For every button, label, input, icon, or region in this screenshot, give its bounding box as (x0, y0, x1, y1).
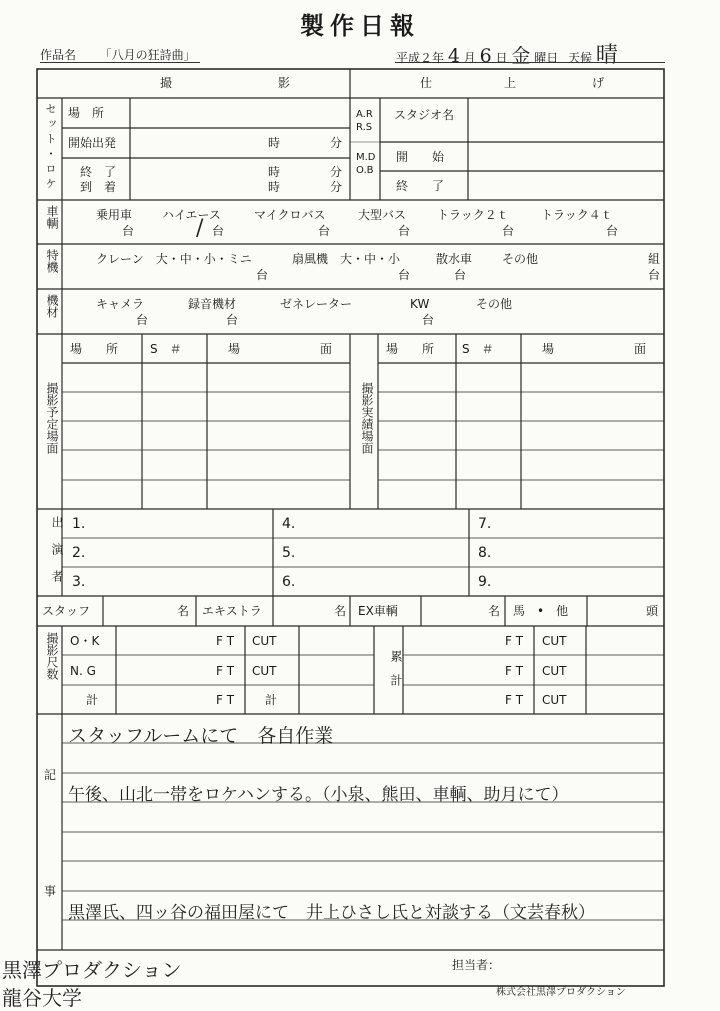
studio-label: スタジオ名 (394, 108, 455, 122)
actual-scenes-label: 撮影実績場面 (360, 382, 374, 454)
cast-no-9: 9. (478, 574, 492, 590)
total-cut-label: 計 (265, 693, 278, 707)
special-set-unit: 組 (648, 252, 661, 266)
depart-label: 開始出発 (68, 136, 117, 150)
vehicles-label: 車輌 (45, 205, 59, 229)
note-line-1: スタッフルームにて 各自作業 (68, 725, 334, 747)
finish-heading-3: げ (592, 76, 605, 90)
finish-label: 終 了 (80, 165, 117, 179)
end-label: 終 了 (396, 179, 445, 193)
extra-label: エキストラ (202, 604, 262, 618)
arrive-hour-label: 時 (268, 180, 281, 194)
vehicle-car-unit: 台 (122, 224, 135, 238)
arrive-label: 到 着 (80, 180, 117, 194)
weather-label: 天候 (568, 51, 593, 65)
cum-ng-cut: CUT (542, 664, 567, 678)
equipment-label: 機材 (45, 294, 59, 318)
total-label: 計 (86, 693, 99, 707)
crane-unit: 台 (256, 268, 269, 282)
actual-col-place: 場 所 (386, 342, 435, 356)
ex-car-label: EX車輌 (358, 604, 398, 618)
vehicle-truck4-unit: 台 (606, 224, 619, 238)
staff-label: スタッフ (42, 604, 91, 618)
vehicle-bus-unit: 台 (398, 224, 411, 238)
finish-min-label: 分 (330, 165, 343, 179)
planned-col-place: 場 所 (70, 342, 119, 356)
cast-no-8: 8. (478, 545, 492, 561)
ok-label: O・K (70, 634, 100, 648)
planned-scenes-label: 撮影予定場面 (45, 382, 59, 454)
cast-no-2: 2. (72, 545, 86, 561)
month-value: 4 (447, 45, 460, 67)
cum-ok-ft: F T (505, 634, 524, 648)
special-other-unit: 台 (648, 268, 661, 282)
ng-ft: F T (216, 664, 235, 678)
person-in-charge-label: 担当者： (452, 958, 501, 972)
special-other-label: その他 (502, 252, 539, 266)
actual-col-scene-2: 面 (634, 342, 647, 356)
set-loc-label: セット・ロケ (44, 103, 57, 193)
place-label: 場 所 (68, 106, 105, 120)
water-unit: 台 (454, 268, 467, 282)
ng-label: N. G (70, 664, 96, 678)
arrive-min-label: 分 (330, 180, 343, 194)
special-label: 特機 (45, 249, 59, 273)
md-label: M.D (356, 152, 376, 163)
equip-camera: キャメラ (96, 297, 145, 311)
finish-heading-1: 仕 (420, 76, 433, 90)
work-title: 「八月の狂詩曲」 (99, 48, 196, 62)
notes-label-2: 事 (44, 884, 57, 898)
start-label: 開 始 (396, 150, 445, 164)
ng-cut: CUT (252, 664, 277, 678)
era: 平成２年 (396, 51, 445, 65)
depart-min-label: 分 (330, 136, 343, 150)
water-truck-label: 散水車 (436, 252, 473, 266)
planned-col-s: S ＃ (150, 342, 182, 356)
watermark-line-1: 黒澤プロダクション (2, 958, 182, 982)
weekday-unit: 曜日 (534, 51, 559, 65)
cumulative-label: 累計 (389, 650, 403, 698)
cast-label: 出演者 (50, 516, 64, 597)
notes-label-1: 記 (44, 768, 57, 782)
vehicle-truck2-unit: 台 (502, 224, 515, 238)
weekday-value: 金 (511, 45, 531, 67)
cast-no-6: 6. (282, 574, 296, 590)
horse-label: 馬 • 他 (513, 604, 569, 618)
note-line-3: 黒澤氏、四ッ谷の福田屋にて 井上ひさし氏と対談する（文芸春秋） (68, 903, 595, 923)
cast-no-4: 4. (282, 516, 296, 532)
fan-label: 扇風機 大・中・小 (292, 252, 401, 266)
vehicle-hiace: ハイエース (162, 208, 221, 222)
cast-no-5: 5. (282, 545, 296, 561)
cum-ok-cut: CUT (542, 634, 567, 648)
crane-label: クレーン 大・中・小・ミニ (96, 252, 252, 266)
fan-unit: 台 (398, 268, 411, 282)
rs-label: R.S (356, 122, 373, 133)
equip-kw-unit: 台 (422, 313, 435, 327)
note-line-2: 午後、山北一帯をロケハンする。（小泉、熊田、車輌、助月にて） (68, 785, 569, 805)
equip-audio: 録音機材 (188, 297, 237, 311)
equip-kw: KW (410, 297, 430, 311)
finish-heading-2: 上 (504, 76, 517, 90)
actual-col-s: S ＃ (462, 342, 494, 356)
ex-car-unit: 名 (488, 604, 501, 618)
ok-cut: CUT (252, 634, 277, 648)
vehicle-microbus-unit: 台 (318, 224, 331, 238)
finish-hour-label: 時 (268, 165, 281, 179)
cum-ng-ft: F T (505, 664, 524, 678)
cast-no-3: 3. (72, 574, 86, 590)
vehicle-hiace-unit: 台 (212, 224, 225, 238)
equip-generator: ゼネレーター (280, 297, 353, 311)
cum-total-cut: CUT (542, 693, 567, 707)
cast-no-7: 7. (478, 516, 492, 532)
vehicle-microbus: マイクロバス (254, 208, 326, 222)
day-unit: 日 (495, 51, 508, 65)
footage-label: 撮影尺数 (45, 632, 59, 680)
form-title: 製作日報 (300, 11, 420, 40)
day-value: 6 (479, 45, 492, 67)
cast-no-1: 1. (72, 516, 86, 532)
actual-col-scene-1: 場 (542, 342, 555, 356)
ar-label: A.R (356, 109, 373, 120)
extra-unit: 名 (334, 604, 347, 618)
horse-unit: 頭 (646, 604, 659, 618)
work-label: 作品名 (40, 48, 77, 62)
equip-camera-unit: 台 (136, 313, 149, 327)
watermark-line-2: 龍谷大学 (2, 986, 82, 1010)
shoot-heading-2: 影 (278, 76, 291, 90)
vehicle-bus: 大型バス (358, 208, 407, 222)
ok-ft: F T (216, 634, 235, 648)
shoot-heading-1: 撮 (160, 76, 173, 90)
vehicle-truck2: トラック２ｔ (437, 208, 509, 222)
depart-hour-label: 時 (268, 136, 281, 150)
company-name: 株式会社黒澤プロダクション (496, 987, 626, 998)
total-ft: F T (216, 693, 235, 707)
cum-total-ft: F T (505, 693, 524, 707)
equip-other: その他 (476, 297, 513, 311)
vehicle-car: 乗用車 (96, 208, 133, 222)
vehicle-hiace-count: / (196, 216, 204, 241)
equip-audio-unit: 台 (226, 313, 239, 327)
ob-label: O.B (356, 165, 374, 176)
staff-unit: 名 (177, 604, 190, 618)
weather-value: 晴 (595, 43, 618, 68)
planned-col-scene-1: 場 (228, 342, 241, 356)
planned-col-scene-2: 面 (320, 342, 333, 356)
month-unit: 月 (463, 51, 476, 65)
vehicle-truck4: トラック４ｔ (541, 208, 613, 222)
